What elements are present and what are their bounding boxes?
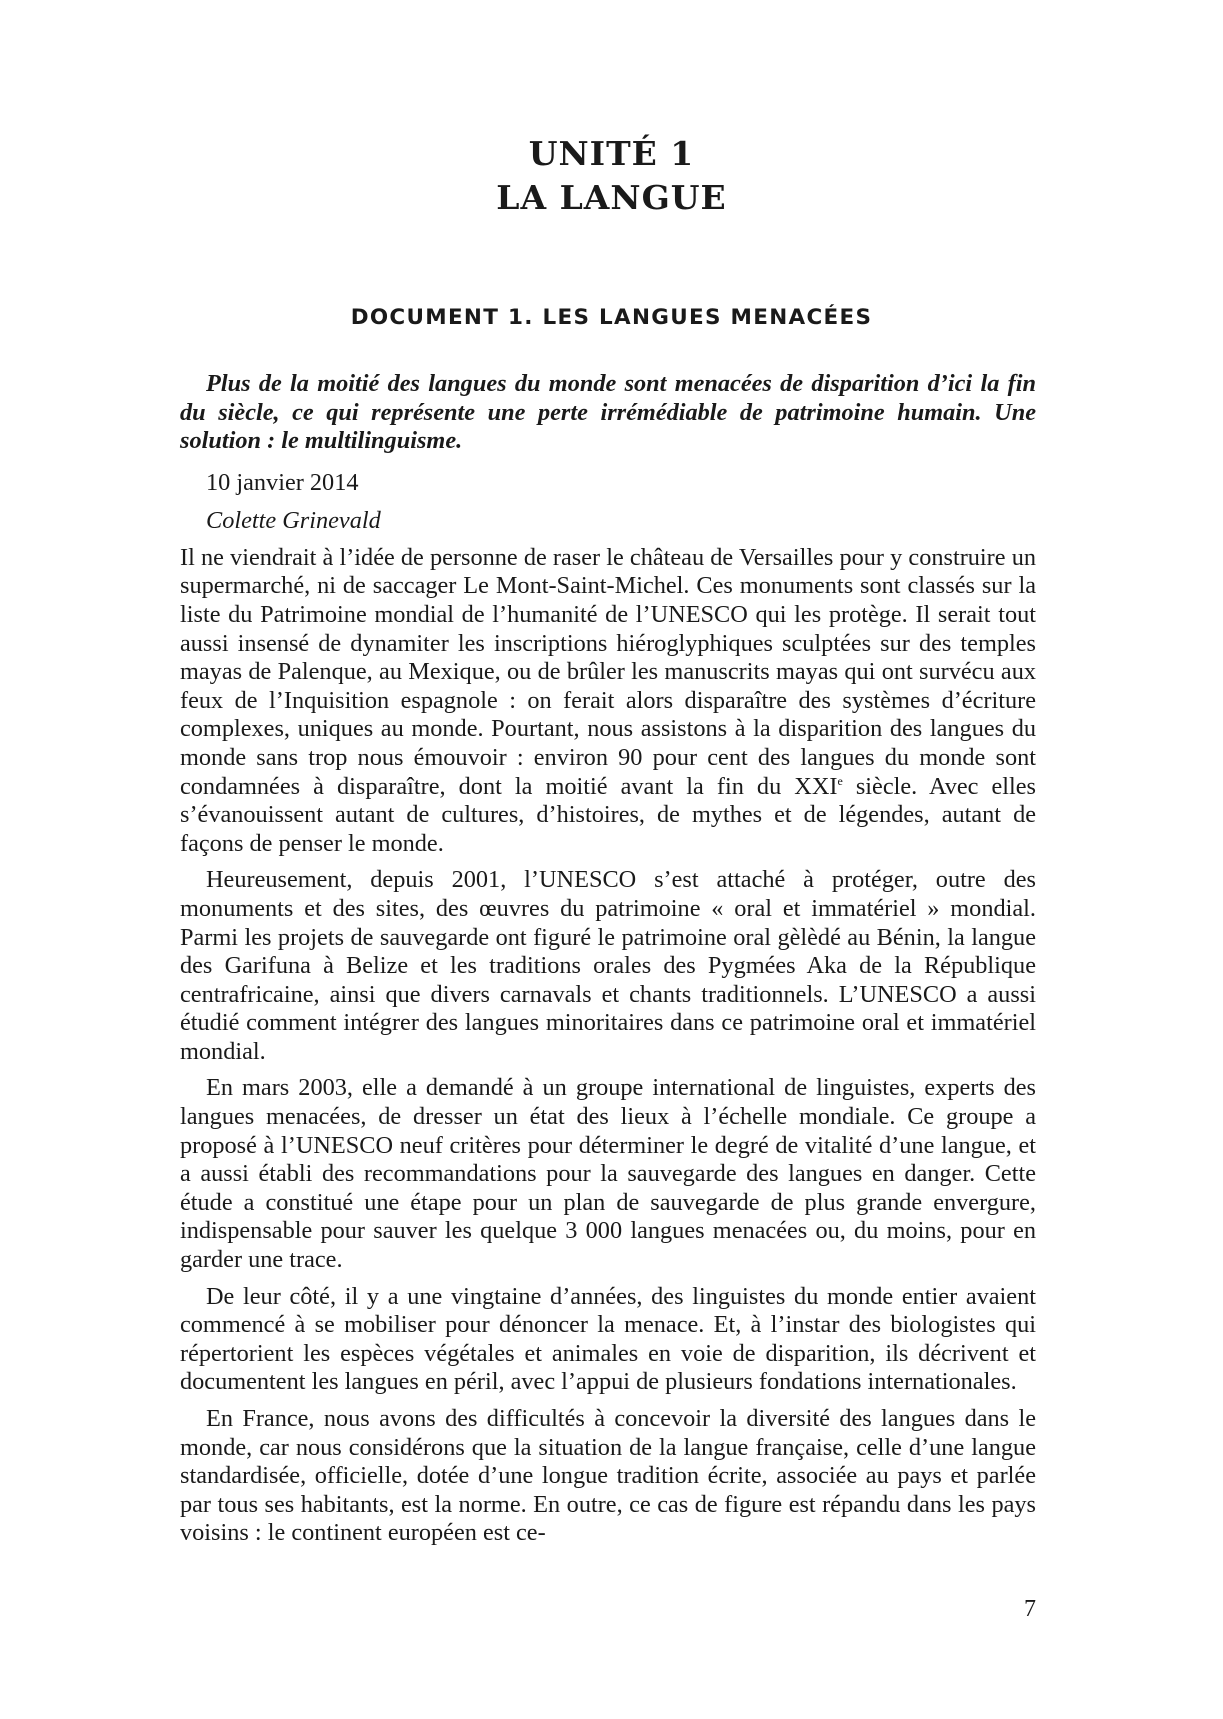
unit-number: UNITÉ 1 (528, 134, 695, 173)
paragraph-1 (180, 544, 1036, 859)
document-heading: DOCUMENT 1. LES LANGUES MENACÉES (350, 305, 873, 330)
paragraph-2: Heureusement, depuis 2001, l’UNESCO s’est attaché à protéger, outre des monuments et des sites, des œuvres du patrimoine « oral et immatériel » mondial. Parmi les projets de sauvegarde ont figuré le patrimoine oral gèlèdé au Bénin, la langue des Garifuna à Belize et les traditions orales des Pygmées Aka de la République centrafricaine, ainsi que divers carnavals et chants traditionnels. L’UNESCO a aussi étudié comment intégrer des langues minoritaires dans ce patrimoine oral et immatériel mondial. (180, 866, 1036, 1065)
paragraph-4: De leur côté, il y a une vingtaine d’années, des linguistes du monde entier avaient commencé à se mobiliser pour dénoncer la menace. Et, à l’instar des biologistes qui répertorient les espèces végétales et animales en voie de disparition, ils décrivent et documentent les langues en péril, avec l’appui de plusieurs fondations internationales. (180, 1282, 1036, 1396)
unit-title (0, 132, 1223, 220)
century-superscript: e (837, 773, 843, 788)
unit-name: LA LANGUE (496, 178, 727, 217)
paragraph-1-text-b: siècle. Avec elles s’évanouissent autant de cultures, d’histoires, de mythes et de légendes, autant de façons de penser le monde. (180, 772, 1036, 857)
paragraph-5: En France, nous avons des difficultés à concevoir la diversité des langues dans le monde, car nous considérons que la situation de la langue française, celle d’une langue standardisée, officielle, dotée d’une longue tradition écrite, associée au pays et parlée par tous ses habitants, est la norme. En outre, ce cas de figure est répandu dans les pays voisins : le continent européen est ce- (180, 1405, 1036, 1547)
article-lead: Plus de la moitié des langues du monde sont menacées de disparition d’ici la fin du siècle, ce qui représente une perte irrémédiable de patrimoine humain. Une solution : le multilinguisme. (180, 370, 1036, 455)
paragraph-1-text-a: Il ne viendrait à l’idée de personne de raser le château de Versailles pour y construire un supermarché, ni de saccager Le Mont-Saint-Michel. Ces monuments sont classés sur la liste du Patrimoine mondial de l’humanité de l’UNESCO qui les protège. Il serait tout aussi insensé de dynamiter les inscriptions hiéroglyphiques sculptées sur des temples mayas de Palenque, au Mexique, ou de brûler les manuscrits mayas qui ont survécu aux feux de l’Inquisition espagnole : on ferait alors disparaître des systèmes d’écriture complexes, uniques au monde. Pourtant, nous assistons à la disparition des langues du monde sans trop nous émouvoir : environ 90 pour cent des langues du monde sont condamnées à disparaître, dont la moitié avant la fin du XXI (180, 543, 1036, 800)
article-column (180, 370, 1036, 1548)
article-author: Colette Grinevald (206, 506, 381, 534)
paragraph-3: En mars 2003, elle a demandé à un groupe international de linguistes, experts des langues menacées, de dresser un état des lieux à l’échelle mondiale. Ce groupe a proposé à l’UNESCO neuf critères pour déterminer le degré de vitalité d’une langue, et a aussi établi des recommandations pour la sauvegarde des langues en danger. Cette étude a constitué une étape pour un plan de sauvegarde de plus grande envergure, indispensable pour sauver les quelque 3 000 langues menacées ou, du moins, pour en garder une trace. (180, 1074, 1036, 1274)
article-date: 10 janvier 2014 (206, 468, 359, 496)
page-number: 7 (1024, 1596, 1036, 1622)
